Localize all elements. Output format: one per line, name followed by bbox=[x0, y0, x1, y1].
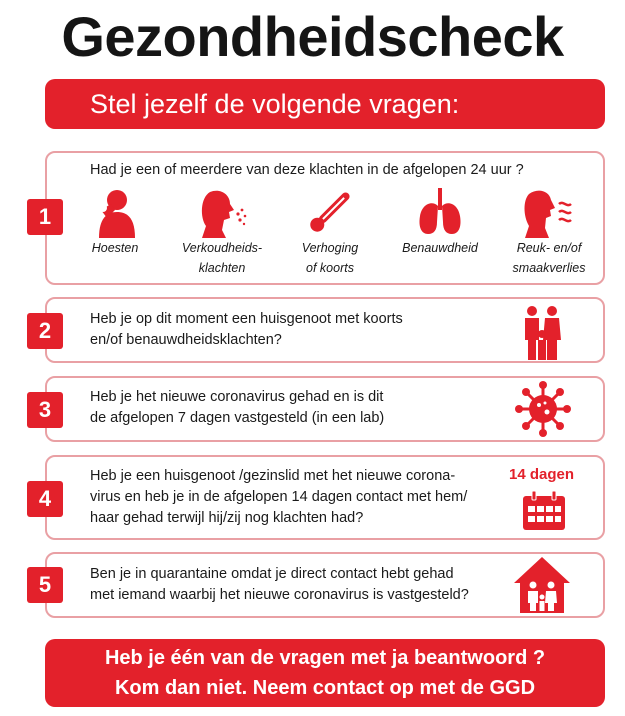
symptom-label-fever-1: Verhoging bbox=[301, 241, 359, 255]
smell-taste-icon bbox=[521, 186, 577, 238]
question-text-5-line-1: Ben je in quarantaine omdat je direct contact hebt gehad bbox=[90, 566, 454, 582]
symptom-cough bbox=[80, 186, 150, 258]
question-text-4-line-3: haar gehad terwijl hij/zij nog klachten had? bbox=[90, 510, 364, 526]
footer-banner bbox=[45, 639, 605, 707]
subtitle-banner: Stel jezelf de volgende vragen: bbox=[45, 79, 605, 129]
question-text-4-line-1: Heb je een huisgenoot /gezinslid met het nieuwe corona- bbox=[90, 468, 456, 484]
lungs-icon bbox=[414, 186, 466, 238]
symptom-fever bbox=[290, 186, 370, 278]
symptom-label-smell-2: smaakverlies bbox=[512, 261, 586, 275]
calendar-icon bbox=[522, 491, 566, 531]
question-text-1: Had je een of meerdere van deze klachten in de afgelopen 24 uur ? bbox=[90, 162, 524, 178]
symptom-label-cold-1: Verkoudheids- bbox=[181, 241, 263, 255]
footer-line-2: Kom dan niet. Neem contact op met de GGD bbox=[114, 677, 536, 699]
symptom-label-smell-1: Reuk- en/of bbox=[516, 241, 582, 255]
question-text-3-line-1: Heb je het nieuwe coronavirus gehad en is dit bbox=[90, 389, 384, 405]
question-text-4-line-2: virus en heb je in de afgelopen 14 dagen contact met hem/ bbox=[90, 489, 468, 505]
symptom-label-cough: Hoesten bbox=[91, 241, 139, 255]
page-title: Gezondheidscheck bbox=[61, 5, 564, 68]
symptom-smell bbox=[505, 186, 593, 278]
symptom-label-cold-2: klachten bbox=[198, 261, 246, 275]
question-number-1: 1 bbox=[27, 199, 63, 235]
question-number-4: 4 bbox=[27, 481, 63, 517]
question-text-5-line-2: met iemand waarbij het nieuwe coronavirus is vastgesteld? bbox=[90, 587, 469, 603]
question-number-3: 3 bbox=[27, 392, 63, 428]
virus-icon bbox=[514, 381, 572, 437]
days-label: 14 dagen bbox=[509, 466, 575, 483]
coughing-person-icon bbox=[89, 186, 141, 238]
question-number-5: 5 bbox=[27, 567, 63, 603]
symptom-label-breathing: Benauwdheid bbox=[402, 241, 478, 255]
question-text-2-line-2: en/of benauwdheidsklachten? bbox=[90, 332, 282, 348]
thermometer-icon bbox=[304, 186, 356, 238]
household-icon bbox=[520, 304, 564, 360]
sneezing-person-icon bbox=[196, 186, 248, 238]
question-number-2: 2 bbox=[27, 313, 63, 349]
symptom-breathing bbox=[395, 186, 485, 258]
question-text-2-line-1: Heb je op dit moment een huisgenoot met koorts bbox=[90, 311, 403, 327]
house-family-icon bbox=[512, 555, 572, 613]
question-text-3-line-2: de afgelopen 7 dagen vastgesteld (in een lab) bbox=[90, 410, 385, 426]
symptom-cold bbox=[172, 186, 272, 278]
symptom-label-fever-2: of koorts bbox=[306, 261, 354, 275]
footer-line-1: Heb je één van de vragen met ja beantwoord ? bbox=[104, 647, 546, 669]
